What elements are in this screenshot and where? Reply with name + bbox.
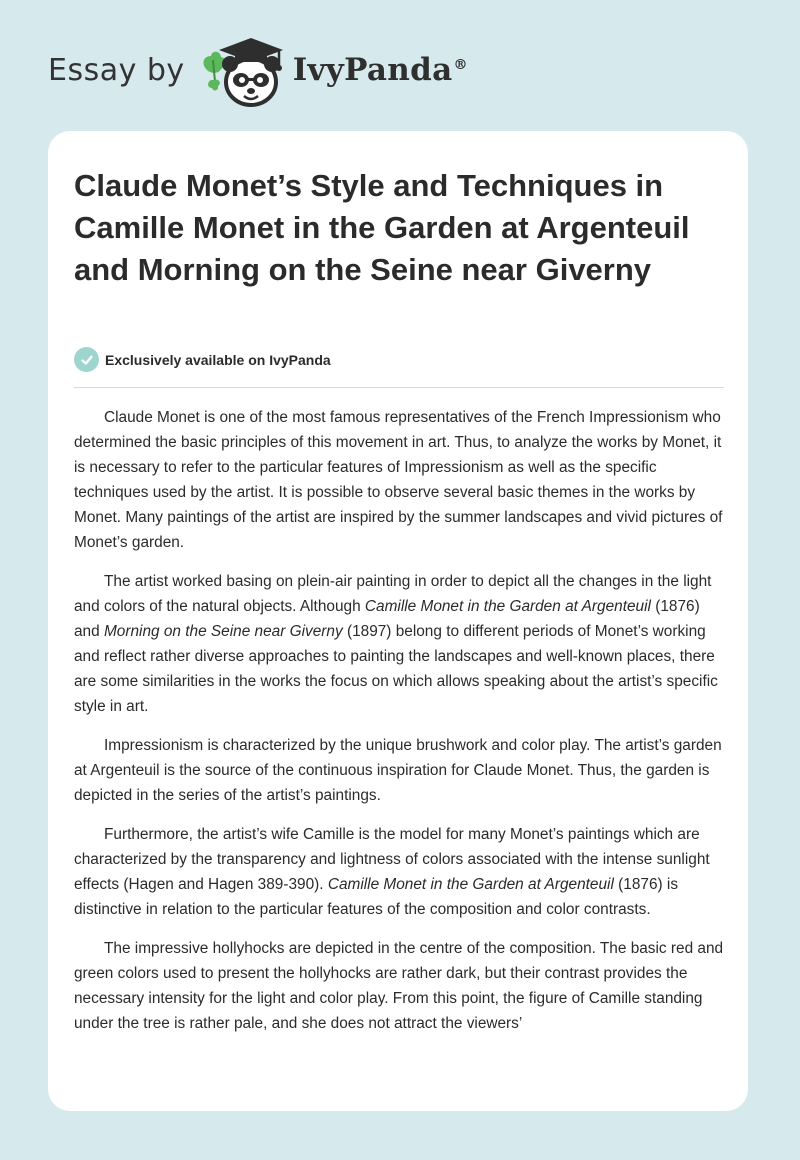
paragraph: Claude Monet is one of the most famous representatives of the French Impressionism who determined the basic principles of this movement in art. Thus, to analyze the works by Monet, it is necessary to refer to the particular features of Impressionism as well as the specific techniques used by the artist. It is possible to observe several basic themes in the works by Monet. Many paintings of the artist are inspired by the summer landscapes and vivid pictures of Monet’s garden. [74,409,723,551]
essay-body [74,405,726,1050]
brand-name[interactable]: IvyPanda® [292,52,468,88]
paragraph: The artist worked basing on plein-air painting in order to depict all the changes in the light and colors of the natural objects. Although Camille Monet in the Garden at Argenteuil (1876) and Morning on the Seine near Giverny (1897) belong to different periods of Monet’s working and reflect rather diverse approaches to painting the landscapes and well-known places, there are some similarities in the works the focus on which allows speaking about the artist’s specific style in art. [74,573,718,715]
registered-mark: ® [453,56,468,73]
panda-graduate-icon[interactable] [199,30,291,110]
page-title: Claude Monet’s Style and Techniques in Camille Monet in the Garden at Argenteuil and Morning on the Seine near Giverny [74,168,690,287]
artwork-title: Morning on the Seine near Giverny [103,623,343,640]
paragraph: The impressive hollyhocks are depicted in the centre of the composition. The basic red and green colors used to present the hollyhocks are rather dark, but their contrast provides the necessary intensity for the light and color play. From this point, the figure of Camille standing under the tree is rather pale, and she does not attract the viewers’ [74,940,724,1032]
essay-card [48,131,748,1111]
divider [74,387,724,388]
paragraph: Furthermore, the artist’s wife Camille is the model for many Monet’s paintings which are characterized by the transparency and lightness of colors associated with the intense sunlight effects (Hagen and Hagen 389-390). Camille Monet in the Garden at Argenteuil (1876) is distinctive in relation to the particular features of the composition and color contrasts. [74,826,710,918]
artwork-title: Camille Monet in the Garden at Argenteuil [327,876,614,893]
site-header [48,30,468,110]
artwork-title: Camille Monet in the Garden at Argenteuil [364,598,651,615]
paragraph: Impressionism is characterized by the unique brushwork and color play. The artist’s garden at Argenteuil is the source of the continuous inspiration for Claude Monet. Thus, the garden is depicted in the series of the artist’s paintings. [74,737,722,804]
check-circle-icon [74,347,99,372]
essay-by-label: Essay by [48,52,185,88]
exclusive-badge [74,347,331,372]
badge-text: Exclusively available on IvyPanda [105,351,331,368]
